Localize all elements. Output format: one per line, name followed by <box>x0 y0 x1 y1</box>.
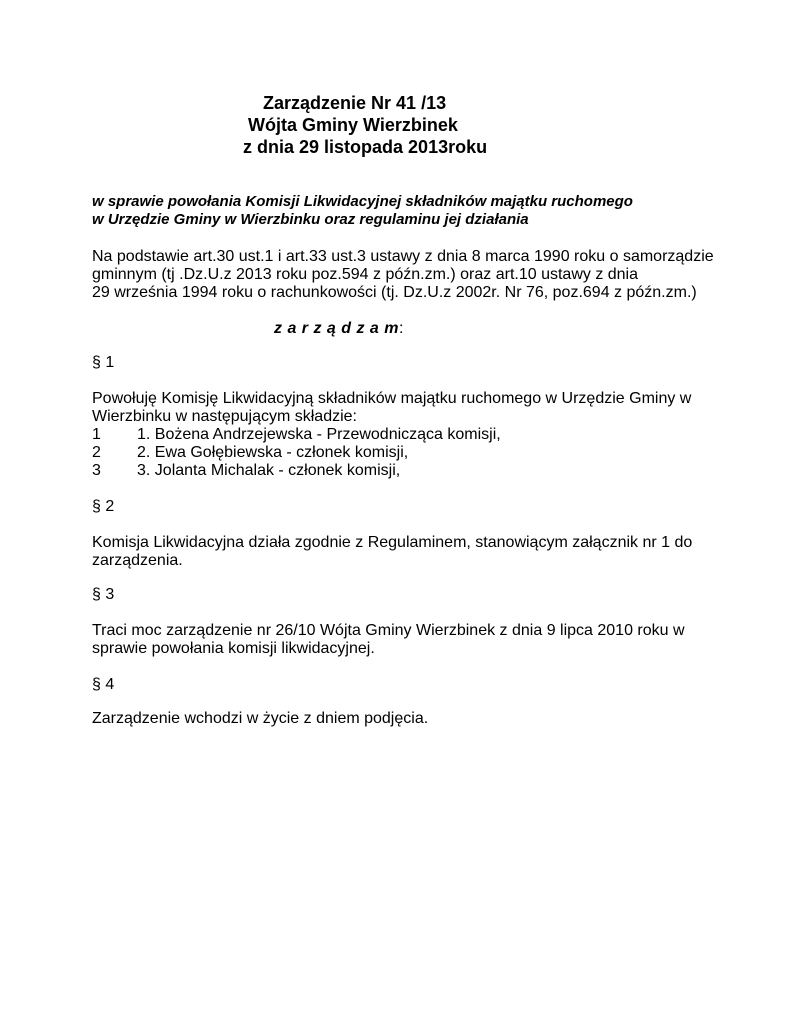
legal-basis-line-2: gminnym (tj .Dz.U.z 2013 roku poz.594 z późn.zm.) oraz art.10 ustawy z dnia <box>92 266 639 283</box>
subject-line-2: w Urzędzie Gminy w Wierzbinku oraz regulaminu jej działania <box>92 211 529 228</box>
section-2-line-1: Komisja Likwidacyjna działa zgodnie z Regulaminem, stanowiącym załącznik nr 1 do <box>92 534 693 551</box>
section-3-heading: § 3 <box>92 586 115 603</box>
decree-colon: : <box>398 320 404 337</box>
document-issuer: Wójta Gminy Wierzbinek <box>248 115 458 135</box>
member-entry: 3. Jolanta Michalak - członek komisji, <box>137 462 401 479</box>
document-date: z dnia 29 listopada 2013roku <box>243 137 488 157</box>
section-1-line-2: Wierzbinku w następującym składzie: <box>92 408 357 425</box>
document-title: Zarządzenie Nr 41 /13 <box>263 93 447 113</box>
subject-line-1: w sprawie powołania Komisji Likwidacyjnej składników majątku ruchomego <box>92 193 633 210</box>
member-number: 1 <box>92 426 101 443</box>
section-4-heading: § 4 <box>92 676 115 693</box>
member-number: 3 <box>92 462 101 479</box>
member-entry: 1. Bożena Andrzejewska - Przewodnicząca komisji, <box>137 426 501 443</box>
member-entry: 2. Ewa Gołębiewska - członek komisji, <box>137 444 409 461</box>
section-1-line-1: Powołuję Komisję Likwidacyjną składników majątku ruchomego w Urzędzie Gminy w <box>92 390 692 407</box>
legal-basis-line-3: 29 września 1994 roku o rachunkowości (tj. Dz.U.z 2002r. Nr 76, poz.694 z późn.zm.) <box>92 284 697 301</box>
section-3-line-1: Traci moc zarządzenie nr 26/10 Wójta Gminy Wierzbinek z dnia 9 lipca 2010 roku w <box>92 622 685 639</box>
legal-basis-line-1: Na podstawie art.30 ust.1 i art.33 ust.3 ustawy z dnia 8 marca 1990 roku o samorządzie <box>92 248 714 265</box>
member-number: 2 <box>92 444 101 461</box>
section-4-line-1: Zarządzenie wchodzi w życie z dniem podjęcia. <box>92 710 429 727</box>
decree-statement <box>274 320 403 338</box>
section-2-heading: § 2 <box>92 498 115 515</box>
section-1-heading: § 1 <box>92 354 115 371</box>
decree-word: z a r z ą d z a m <box>274 320 399 337</box>
section-2-line-2: zarządzenia. <box>92 552 183 569</box>
section-3-line-2: sprawie powołania komisji likwidacyjnej. <box>92 640 375 657</box>
